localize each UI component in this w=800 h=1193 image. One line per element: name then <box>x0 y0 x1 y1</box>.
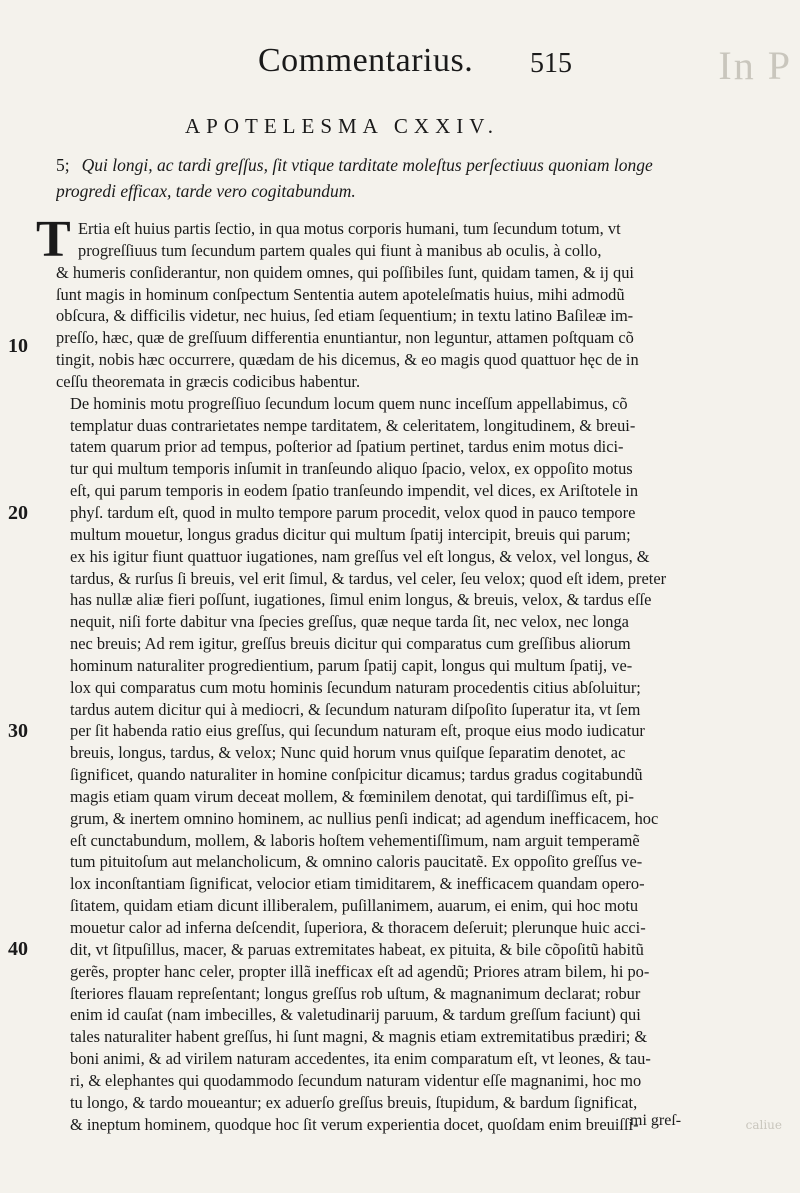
text-line: tatem quarum prior ad tempus, poſterior ad ſpatium pertinet, tardus enim motus dici- <box>70 437 624 457</box>
text-line: obſcura, & difficilis videtur, nec huius, ſed etiam ſequentium; in textu latino Baſileæ im- <box>56 306 634 326</box>
text-line: ſteriores flauam repreſentant; longus greſſus rob uſtum, & magnanimum declarat; robur <box>70 983 641 1003</box>
drop-cap: T <box>36 211 71 268</box>
text-line: tardus, & rurſus ſi breuis, vel erit ſimul, & tardus, vel celer, ſeu velox; quod eſt idem, preter <box>70 568 667 588</box>
text-line: nec breuis; Ad rem igitur, greſſus breuis dicitur qui comparatus cum greſſibus aliorum <box>70 634 631 654</box>
text-line: ſignificet, quando naturaliter in homine conſpicitur dicamus; tardus gradus cogitabundũ <box>70 765 643 785</box>
text-line: tu longo, & tardo moueantur; ex aduerſo greſſus breuis, ſtupidum, & bardum ſignificat, <box>70 1092 638 1112</box>
catchword: mi greſ- <box>630 1112 682 1129</box>
text-line: ſitatem, quidam etiam dicunt illiberalem, puſillanimem, auarum, ei enim, qui hoc motu <box>70 896 639 916</box>
text-line: nequit, niſi forte dabitur vna ſpecies greſſus, quæ neque tarda ſit, nec velox, nec longa <box>70 612 629 632</box>
text-line: hominum naturaliter progredientium, parum ſpatij capit, longus qui multum ſpatij, ve- <box>70 655 633 675</box>
text-line: ri, & elephantes qui quodammodo ſecundum naturam videntur eſſe magnanimi, hoc mo <box>70 1070 642 1090</box>
text-line: tur qui multum temporis inſumit in tranſeundo aliquo ſpacio, velox, ex oppoſito motus <box>70 459 633 479</box>
text-line: eſt cunctabundum, mollem, & laboris hoſtem vehementiſſimum, nam arguit temperamẽ <box>70 830 640 850</box>
text-line: breuis, longus, tardus, & velox; Nunc quid horum vnus quiſque ſeparatim denotet, ac <box>70 743 626 763</box>
text-line: tales naturaliter habent greſſus, hi ſunt magni, & magnis etiam extremitatibus prædiri; & <box>70 1027 648 1047</box>
page-number: 515 <box>530 48 572 79</box>
text-line: Ertia eſt huius partis ſectio, in qua motus corporis humani, tum ſecundum totum, vt <box>78 219 621 238</box>
margin-line-number: 10 <box>8 335 28 357</box>
text-line: lox inconſtantiam ſignificat, velocior etiam timiditarem, & inefficacem quandam opero- <box>70 874 645 894</box>
text-line: De hominis motu progreſſiuo ſecundum locum quem nunc inceſſum appellabimus, cõ <box>70 393 628 413</box>
text-line: lox qui comparatus cum motu hominis ſecundum naturam procedentis citius abſoluitur; <box>70 677 641 697</box>
text-line: preſſo, hæc, quæ de greſſuum differentia enuntiantur, non leguntur, attamen poſtquam cõ <box>56 328 634 348</box>
commentary-body <box>36 211 712 1135</box>
text-line: phyſ. tardum eſt, quod in multo tempore parum procedit, velox quod in pauco tempore <box>70 502 636 522</box>
text-line: gerẽs, propter hanc celer, propter illã inefficax eſt ad agendũ; Priores atram bilem, hi po- <box>70 961 650 981</box>
text-line: eſt, qui parum temporis in eodem ſpatio tranſeundo impendit, vel dices, ex Ariſtotele in <box>70 481 639 501</box>
text-line: magis etiam quam virum deceat mollem, & fœminilem denotat, qui tardiſſimus eſt, pi- <box>70 786 634 806</box>
section-heading: APOTELESMA CXXIV. <box>185 114 499 138</box>
text-line: & ineptum hominem, quodque hoc ſit verum experientia docet, quoſdam enim breuiſſi- <box>70 1114 639 1134</box>
show-through-title: In P <box>718 43 792 88</box>
page-header <box>250 42 710 92</box>
text-line: boni animi, & ad virilem naturam accedentes, ita enim comparatum eſt, vt leones, & tau- <box>70 1049 651 1069</box>
margin-line-number: 30 <box>8 720 28 742</box>
paragraph-2 <box>56 393 712 1136</box>
text-line: ceſſu theoremata in græcis codicibus habentur. <box>56 371 361 391</box>
text-line: grum, & inertem omnino hominem, ac nullius penſi indicat; ad agendum inefficacem, hoc <box>70 808 659 828</box>
text-line: has nullæ aliæ fieri poſſunt, iugationes, ſimul enim longus, & breuis, velox, & tardus eſſe <box>70 590 652 610</box>
text-line: multum mouetur, longus gradus dicitur qui multum ſpatij intercipit, breuis qui parum; <box>70 524 631 544</box>
aphorism-line: Qui longi, ac tardi greſſus, ſit vtique tarditate moleſtus perſectiuus quoniam longe <box>81 155 653 175</box>
paragraph-1 <box>56 218 712 393</box>
text-line: tardus autem dicitur qui à mediocri, & ſecundum naturam diſpoſito ſuperatur ita, vt ſem <box>70 699 641 719</box>
text-line: tingit, nobis hæc occurrere, quædam de his dicemus, & eo magis quod quattuor hęc de in <box>56 350 639 370</box>
text-line: per ſit habenda ratio eius greſſus, qui ſecundum naturam eſt, proque eius modo iudicatur <box>70 721 645 741</box>
text-line: ſunt magis in hominum conſpectum Sententia autem apoteleſmatis huius, mihi admodũ <box>56 284 625 304</box>
text-line: mouetur calor ad inferna deſcendit, ſuperiora, & thoracem deſeruit; plerunque huic acci- <box>70 918 646 937</box>
text-line: & humeris conſiderantur, non quidem omnes, qui poſſibiles ſunt, quidam tamen, & ij qui <box>56 262 634 282</box>
margin-line-number: 20 <box>8 502 28 524</box>
running-title: Commentarius. <box>258 42 474 79</box>
show-through-bottom: caliue <box>745 1118 782 1132</box>
text-line: dit, vt ſitpuſillus, macer, & paruas extremitates habeat, ex pituita, & bile cõpoſitũ habitũ <box>70 939 644 959</box>
text-line: enim id cauſat (nam imbecilles, & valetudinarij paruum, & tardum greſſum faciunt) qui <box>70 1005 641 1025</box>
aphorism-marker: 5; <box>56 155 70 175</box>
aphorism-line: progredi efficax, tarde vero cogitabundum. <box>56 181 356 201</box>
aphorism-text <box>56 152 716 204</box>
text-line: tum pituitoſum aut melancholicum, & omnino caloris paucitatẽ. Ex oppoſito greſſus ve- <box>70 852 643 872</box>
margin-line-number: 40 <box>8 938 28 960</box>
text-line: progreſſiuus tum ſecundum partem quales qui fiunt à manibus ab oculis, à collo, <box>78 240 602 260</box>
text-line: templatur duas contrarietates nempe tarditatem, & celeritatem, longitudinem, & breui- <box>70 415 636 435</box>
text-line: ex his igitur fiunt quattuor iugationes, nam greſſus vel eſt longus, & velox, vel longus, & <box>70 546 650 566</box>
